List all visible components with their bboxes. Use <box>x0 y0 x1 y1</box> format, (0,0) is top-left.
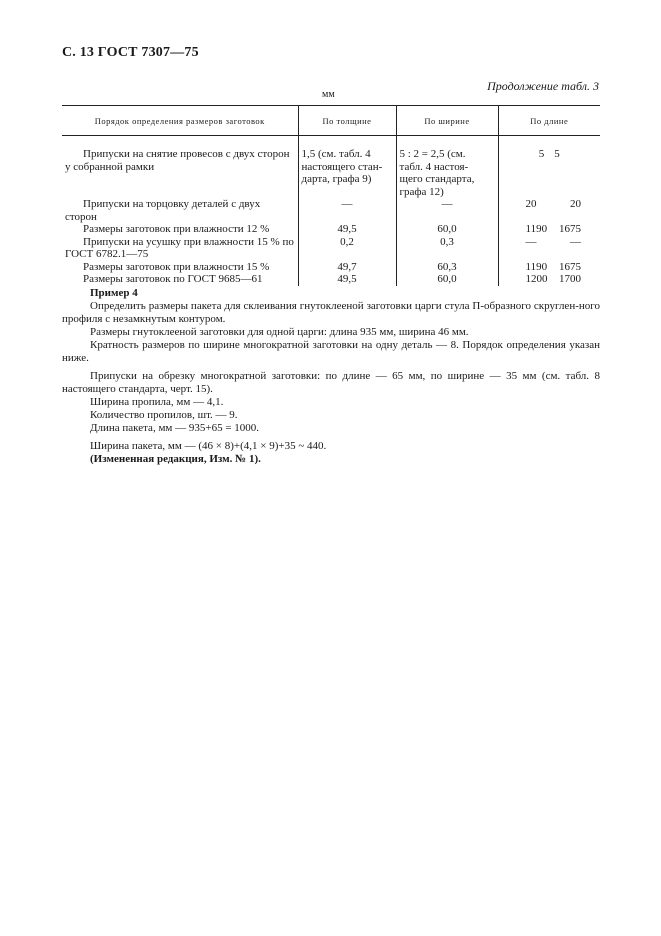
cell-width: 60,0 <box>396 223 498 236</box>
length-value: 1675 <box>559 260 581 273</box>
cell-thickness: — <box>298 198 396 223</box>
cell-line: дарта, графа 9) <box>301 173 372 185</box>
length-value: 1700 <box>559 273 581 285</box>
table-row <box>62 261 600 274</box>
cell-length <box>498 236 600 261</box>
cell-line: табл. 4 настоя- <box>399 160 469 173</box>
table-row <box>62 236 600 261</box>
table-header-row <box>62 106 600 136</box>
cell-width: — <box>396 198 498 223</box>
cell-thickness: 0,2 <box>298 236 396 261</box>
cell-length <box>498 198 600 223</box>
cell-thickness <box>298 148 396 198</box>
col-header-length: По длине <box>498 106 600 136</box>
cell-width: 60,0 <box>396 273 498 286</box>
table-row <box>62 223 600 236</box>
example-paragraph: Кратность размеров по ширине многократной заготовки на одну деталь — 8. Порядок определения указан ниже. <box>62 339 600 364</box>
revision-note: (Измененная редакция, Изм. № 1). <box>90 453 261 465</box>
allowance-table <box>62 105 600 286</box>
col-header-thickness: По толщине <box>298 106 396 136</box>
cell-line: графа 12) <box>399 185 444 198</box>
cell-line: 1,5 (см. табл. 4 <box>301 148 371 160</box>
length-value: — <box>570 235 581 248</box>
length-value: 20 <box>525 198 537 210</box>
row-name: Размеры заготовок по ГОСТ 9685—61 <box>83 273 263 285</box>
table-unit: мм <box>322 89 335 100</box>
row-name: Размеры заготовок при влажности 12 % <box>83 223 270 235</box>
example-paragraph: Припуски на обрезку многократной заготовки: по длине — 65 мм, по ширине — 35 мм (см. табл. 8 настоящего стандарта, черт. 15). <box>62 370 600 395</box>
example-paragraph: Определить размеры пакета для склеивания гнутоклееной заготовки царги стула П-образного скруглен-ного профиля с незамкнутым контуром. <box>62 300 600 325</box>
page-title: С. 13 ГОСТ 7307—75 <box>62 45 199 60</box>
example-title: Пример 4 <box>90 287 138 299</box>
cell-line: настоящего стан- <box>301 160 383 173</box>
example-paragraph: Ширина пакета, мм — (46 × 8)+(4,1 × 9)+35 ~ 440. <box>90 440 327 452</box>
col-header-procedure: Порядок определения размеров заготовок <box>62 106 298 136</box>
table-row <box>62 273 600 286</box>
row-name: Припуски на торцовку деталей с двух сторон <box>65 198 261 223</box>
row-name: Размеры заготовок при влажности 15 % <box>83 260 270 273</box>
example-paragraph: Ширина пропила, мм — 4,1. <box>90 396 224 408</box>
row-name: Припуски на усушку при влажности 15 % по ГОСТ 6782.1—75 <box>65 235 294 260</box>
length-value: — <box>525 235 537 248</box>
cell-length <box>498 273 600 286</box>
example-paragraph: Размеры гнутоклееной заготовки для одной царги: длина 935 мм, ширина 46 мм. <box>90 326 469 338</box>
cell-length <box>498 148 600 198</box>
cell-thickness: 49,5 <box>298 273 396 286</box>
example-paragraph: Длина пакета, мм — 935+65 = 1000. <box>90 422 260 434</box>
cell-line: щего стандарта, <box>399 173 475 185</box>
cell-length <box>498 223 600 236</box>
row-name: Припуски на снятие провесов с двух сторон у собранной рамки <box>65 148 290 173</box>
cell-line: 5 : 2 = 2,5 (см. <box>399 148 466 160</box>
cell-width: 0,3 <box>396 236 498 261</box>
length-value: 5 <box>554 148 560 160</box>
table-continuation-label: Продолжение табл. 3 <box>487 79 599 93</box>
example-section <box>62 287 600 466</box>
cell-width <box>396 148 498 198</box>
table-row <box>62 148 600 198</box>
length-value: 5 <box>538 148 545 160</box>
table-row <box>62 198 600 223</box>
cell-length <box>498 261 600 274</box>
cell-thickness: 49,7 <box>298 261 396 274</box>
cell-thickness: 49,5 <box>298 223 396 236</box>
length-value: 1200 <box>525 273 548 285</box>
length-value: 1190 <box>525 223 548 235</box>
example-paragraph: Количество пропилов, шт. — 9. <box>90 409 238 421</box>
col-header-width: По ширине <box>396 106 498 136</box>
cell-width: 60,3 <box>396 261 498 274</box>
length-value: 1675 <box>559 223 581 235</box>
length-value: 1190 <box>525 260 548 273</box>
length-value: 20 <box>570 198 581 210</box>
